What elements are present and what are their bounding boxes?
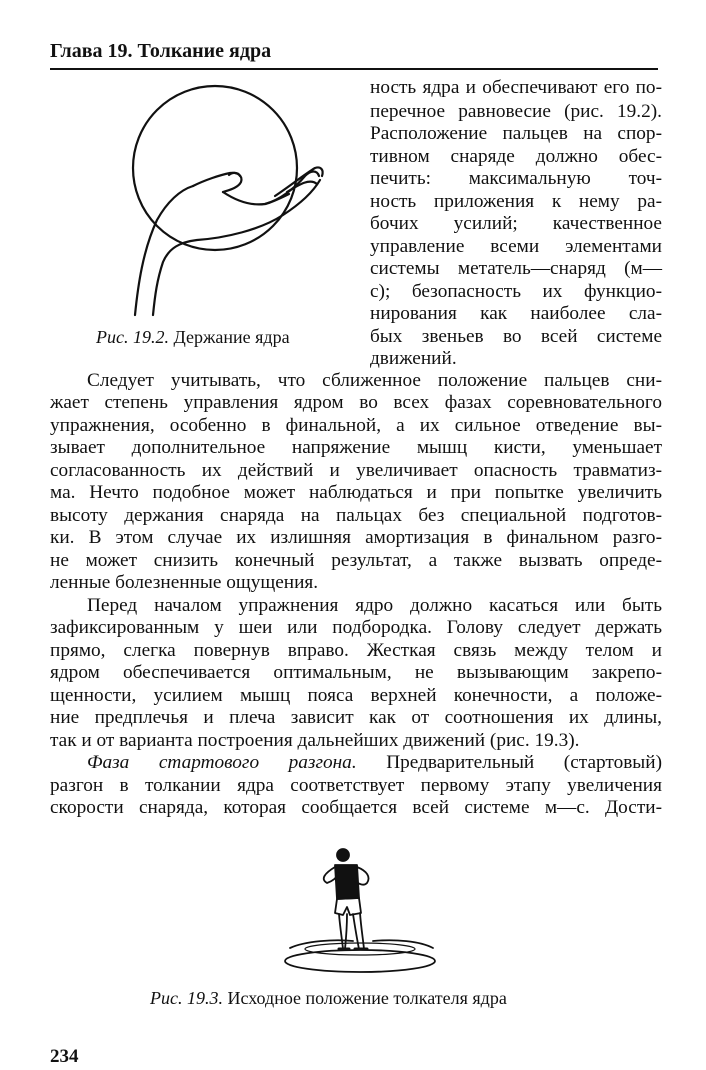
- figure1-caption-text: Держание ядра: [173, 327, 290, 347]
- figure2-caption-text: Исходное положение толкателя ядра: [227, 988, 507, 1008]
- column-line: тивном снаряде должно обес-: [370, 146, 662, 167]
- column-line: ность приложения к нему ра-: [370, 191, 662, 212]
- paragraph2-line: щенности, усилием мышц пояса верхней конечности, а положе-: [50, 685, 662, 706]
- column-line: печить: максимальную точ-: [370, 168, 662, 189]
- paragraph1-line: высоту держания снаряда на пальцах без специальной подготов-: [50, 505, 662, 526]
- column-line: перечное равновесие (рис. 19.2).: [370, 101, 662, 122]
- paragraph2-line: ние предплечья и плеча зависит как от соотношения их длины,: [50, 707, 662, 728]
- figure2-caption: [150, 988, 507, 1009]
- paragraph1-line: упражнения, особенно в финальной, а их сильное отведение вы-: [50, 415, 662, 436]
- paragraph2-line: так и от варианта построения дальнейших движений (рис. 19.3).: [50, 730, 580, 751]
- paragraph2-line: прямо, слегка повернув вправо. Жесткая связь между телом и: [50, 640, 662, 661]
- page-number: 234: [50, 1046, 79, 1067]
- shot-putter-start-position-illustration: [275, 843, 445, 978]
- column-line: управление всеми элементами: [370, 236, 662, 257]
- section-lead-italic: Фаза стартового разгона.: [87, 752, 357, 773]
- figure1-label: Рис. 19.2.: [96, 327, 169, 347]
- paragraph2-line: ядром обеспечивается оптимальным, не вызывающим закрепо-: [50, 662, 662, 683]
- paragraph3-line: скорости снаряда, которая сообщается всей системе м—с. Дости-: [50, 797, 662, 818]
- header-rule: [50, 68, 658, 70]
- column-line: бых звеньев во всей системе: [370, 326, 662, 347]
- paragraph1-line: ки. В этом случае их излишняя амортизация в финальном разго-: [50, 527, 662, 548]
- figure2-label: Рис. 19.3.: [150, 988, 223, 1008]
- paragraph2-line: Перед началом упражнения ядро должно касаться или быть: [87, 595, 662, 616]
- chapter-header: Глава 19. Толкание ядра: [50, 40, 272, 62]
- paragraph2-line: зафиксированным у шеи или подбородка. Голову следует держать: [50, 617, 662, 638]
- column-line: бочих усилий; качественное: [370, 213, 662, 234]
- paragraph1-line: ленные болезненные ощущения.: [50, 572, 319, 593]
- paragraph1-line: не может снизить конечный результат, а также вызвать опреде-: [50, 550, 662, 571]
- paragraph1-line: Следует учитывать, что сближенное положение пальцев сни-: [87, 370, 662, 391]
- hand-holding-shot-illustration: [105, 80, 335, 320]
- paragraph3-line: разгон в толкании ядра соответствует первому этапу увеличения: [50, 775, 662, 796]
- paragraph1-line: зывает дополнительное напряжение мышц кисти, уменьшает: [50, 437, 662, 458]
- column-line: Расположение пальцев на спор-: [370, 123, 662, 144]
- column-line: движений.: [370, 348, 457, 369]
- paragraph3-first-line-rest: Предварительный (стартовый): [356, 752, 663, 773]
- paragraph1-line: ма. Нечто подобное может наблюдаться и при попытке увеличить: [50, 482, 662, 503]
- figure1-caption: [96, 327, 346, 348]
- column-line: с); безопасность их функцио-: [370, 281, 662, 302]
- paragraph1-line: жает степень управления ядром во всех фазах соревновательного: [50, 392, 662, 413]
- column-line: нирования как наиболее сла-: [370, 303, 662, 324]
- column-line: системы метатель—снаряд (м—: [370, 258, 662, 279]
- paragraph3-first-line: [87, 752, 662, 774]
- column-line: ность ядра и обеспечивают его по-: [370, 77, 662, 98]
- paragraph1-line: согласованность их действий и увеличивает опасность травматиз-: [50, 460, 662, 481]
